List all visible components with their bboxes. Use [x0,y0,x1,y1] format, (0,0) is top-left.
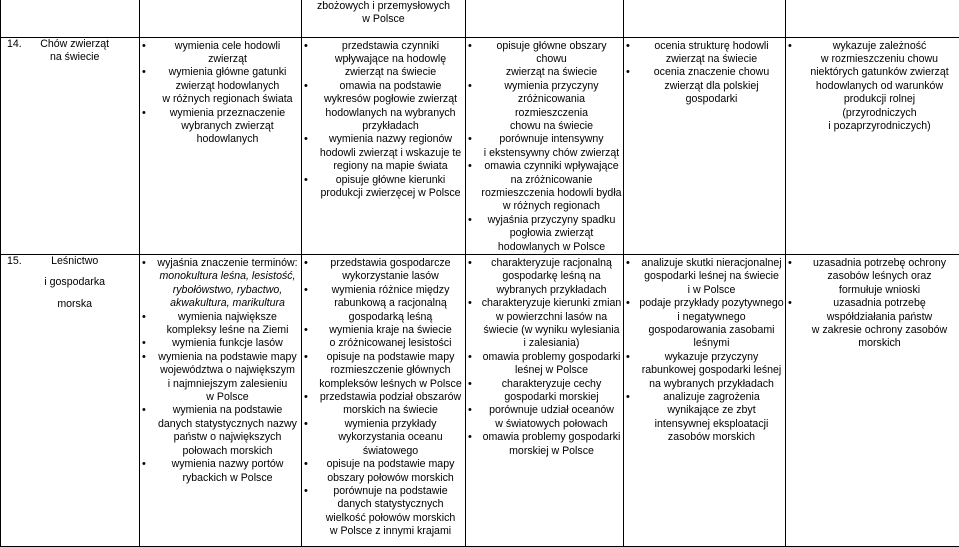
requirement-line: • wymienia nazwy portów [140,458,301,471]
requirement-line: • uzasadnia potrzebę [786,297,959,310]
requirement-line: i najmniejszym zalesieniu [140,378,301,391]
requirement-line: w Polsce [140,391,301,404]
requirements-cell [302,255,466,547]
requirement-line: rabunkowej gospodarki leśnej [624,364,785,377]
requirements-cell [140,255,302,547]
requirement-line: świecie (w wyniku wylesiania [466,324,623,337]
requirement-line: w różnych regionach [466,200,623,213]
requirement-line: intensywnej eksploatacji [624,418,785,431]
requirement-line: i w Polsce [624,284,785,297]
topic-line: morska [25,298,125,311]
requirement-line: • analizuje skutki nieracjonalnej [624,257,785,270]
requirement-line: i zalesiania) [466,337,623,350]
requirement-line: hodowlanych od warunków [786,80,959,93]
requirement-line: zwierząt na świecie [624,53,785,66]
requirement-line: • opisuje na podstawie mapy [302,351,465,364]
requirement-line: hodowlanych na wybranych [302,107,465,120]
requirement-line: • porównuje udział oceanów [466,404,623,417]
requirements-cell [624,37,786,255]
requirement-line: • ocenia znaczenie chowu [624,66,785,79]
requirement-line: monokultura leśna, lesistość, [140,270,301,283]
requirement-line: wykresów pogłowie zwierząt [302,93,465,106]
topic-cell [1,37,140,255]
requirement-line: wybranych przykładach [466,284,623,297]
requirement-line: (przyrodniczych [786,107,959,120]
requirement-line: wynikające ze zbyt [624,404,785,417]
requirement-line: • wyjaśnia przyczyny spadku [466,214,623,227]
requirement-line: • wymienia przeznaczenie [140,107,301,120]
requirement-line: morskich na świecie [302,404,465,417]
requirement-line: wpływające na hodowlę [302,53,465,66]
requirement-line: • przedstawia czynniki [302,40,465,53]
requirement-line: • charakteryzuje kierunki zmian [466,297,623,310]
requirement-line: gospodarką leśną [302,311,465,324]
requirement-list [140,257,301,485]
requirement-line: przykładach [302,120,465,133]
requirement-line: w zakresie ochrony zasobów [786,324,959,337]
requirement-line: • omawia na podstawie [302,80,465,93]
cont-col1-cell [140,0,302,37]
requirement-line: w Polsce z innymi krajami [302,525,465,538]
requirement-line: • opisuje na podstawie mapy [302,458,465,471]
table-row [1,255,959,547]
requirement-line: • charakteryzuje racjonalną [466,257,623,270]
requirement-line: • wyjaśnia znaczenie terminów: [140,257,301,270]
requirement-line: hodowlanych w Polsce [466,241,623,254]
requirement-line: morskich [786,337,959,350]
requirement-line: • wymienia główne gatunki [140,66,301,79]
row-number: 14. [7,38,22,50]
requirement-line: • analizuje zagrożenia [624,391,785,404]
requirement-line: kompleksów leśnych w Polsce [302,378,465,391]
requirement-list [302,257,465,539]
requirements-cell [302,37,466,255]
requirement-line: • przedstawia gospodarcze [302,257,465,270]
requirement-line: • wymienia na podstawie [140,404,301,417]
requirement-line: • wymienia nazwy regionów [302,133,465,146]
requirement-line: zwierząt [140,53,301,66]
requirement-line: na wybranych przykładach [624,378,785,391]
requirement-line: • wymienia największe [140,311,301,324]
requirement-line: gospodarkę leśną na [466,270,623,283]
requirement-line: formułuje wnioski [786,284,959,297]
requirement-line: hodowlanych [140,133,301,146]
requirement-line: • wymienia cele hodowli [140,40,301,53]
requirement-list [302,40,465,201]
cont-col3-cell [466,0,624,37]
requirement-list [786,40,959,134]
requirement-line: światowego [302,445,465,458]
requirement-line: regiony na mapie świata [302,160,465,173]
requirement-line: w rozmieszczeniu chowu [786,53,959,66]
requirement-line: akwakultura, marikultura [140,297,301,310]
requirement-line: gospodarki leśnej na świecie [624,270,785,283]
requirement-list [140,40,301,147]
requirement-line: na zróżnicowanie [466,174,623,187]
requirement-line: wybranych zwierząt [140,120,301,133]
requirement-line: rybackich w Polsce [140,472,301,485]
cont-col5-cell [786,0,959,37]
requirement-line: • opisuje główne obszary chowu [466,40,623,67]
requirement-line: danych statystycznych nazwy [140,418,301,431]
row-number: 15. [7,255,22,267]
topic-line: Leśnictwo [25,255,125,268]
requirement-line: w światowych połowach [466,418,623,431]
requirement-line: zróżnicowania rozmieszczenia [466,93,623,120]
requirements-cell [140,37,302,255]
requirements-cell [786,37,959,255]
requirement-line: współdziałania państw [786,311,959,324]
requirement-line: • przedstawia podział obszarów [302,391,465,404]
requirement-line: i ekstensywny chów zwierząt [466,147,623,160]
requirement-line: zasobów morskich [624,431,785,444]
requirement-line: połowach morskich [140,445,301,458]
requirement-line: leśnymi [624,337,785,350]
requirement-line: • uzasadnia potrzebę ochrony [786,257,959,270]
requirement-line: i pozaprzyrodniczych) [786,120,959,133]
requirements-cell [624,255,786,547]
requirement-line: gospodarowania zasobami [624,324,785,337]
requirements-cell [466,255,624,547]
requirement-line: produkcji rolnej [786,93,959,106]
requirement-line: chowu na świecie [466,120,623,133]
requirement-list [786,257,959,351]
cont-number-cell [1,0,140,37]
topic-line: i gospodarka [25,276,125,289]
requirement-line: w różnych regionach świata [140,93,301,106]
cont-col2-cell [302,0,466,37]
requirement-line: leśnej w Polsce [466,364,623,377]
requirement-line: zwierząt dla polskiej [624,80,785,93]
topic-line: Chów zwierząt [25,38,125,51]
topic-line: na świecie [25,51,125,64]
requirement-line: zwierząt na świecie [302,66,465,79]
requirement-line: • wymienia przyczyny [466,80,623,93]
cont-col4-cell [624,0,786,37]
requirement-line: i negatywnego [624,311,785,324]
requirement-line: • charakteryzuje cechy [466,378,623,391]
requirement-line: wielkość połowów morskich [302,512,465,525]
requirement-line: pogłowia zwierząt [466,227,623,240]
requirement-line: • podaje przykłady pozytywnego [624,297,785,310]
requirement-line: hodowli zwierząt i wskazuje te [302,147,465,160]
requirement-line: • wymienia funkcje lasów [140,337,301,350]
continuation-row [1,0,959,37]
requirement-line: wykorzystanie lasów [302,270,465,283]
requirement-line: produkcji zwierzęcej w Polsce [302,187,465,200]
requirement-line: • omawia problemy gospodarki [466,351,623,364]
requirement-line: zwierząt hodowlanych [140,80,301,93]
requirement-line: • wykazuje przyczyny [624,351,785,364]
requirement-line: • wymienia na podstawie mapy [140,351,301,364]
requirement-line: morskiej w Polsce [466,445,623,458]
requirement-line: • porównuje intensywny [466,133,623,146]
requirement-list [624,257,785,445]
requirement-line: kompleksy leśne na Ziemi [140,324,301,337]
requirement-line: • opisuje główne kierunki [302,174,465,187]
requirement-line: • wykazuje zależność [786,40,959,53]
requirement-line: rozmieszczenia hodowli bydła [466,187,623,200]
requirement-line: • omawia czynniki wpływające [466,160,623,173]
requirement-line: państw o największych [140,431,301,444]
requirement-line: rybołówstwo, rybactwo, [140,284,301,297]
requirements-cell [466,37,624,255]
requirement-line: o zróżnicowanej lesistości [302,337,465,350]
requirement-line: gospodarki morskiej [466,391,623,404]
requirement-line: województwa o największym [140,364,301,377]
requirement-line: • omawia problemy gospodarki [466,431,623,444]
requirement-list [466,40,623,255]
topic-cell [1,255,140,547]
requirement-line: • wymienia kraje na świecie [302,324,465,337]
requirement-line: danych statystycznych [302,498,465,511]
requirement-list [466,257,623,458]
cont-line: w Polsce [302,13,465,26]
requirement-line: • wymienia różnice między [302,284,465,297]
requirement-line: w powierzchni lasów na [466,311,623,324]
requirement-line: gospodarki [624,93,785,106]
requirement-line: rozmieszczenie głównych [302,364,465,377]
requirement-line: • wymienia przykłady [302,418,465,431]
requirement-line: • porównuje na podstawie [302,485,465,498]
requirement-line: zasobów leśnych oraz [786,270,959,283]
requirement-line: rabunkową a racjonalną [302,297,465,310]
table-row [1,37,959,255]
requirements-cell [786,255,959,547]
cont-line: zbożowych i przemysłowych [302,0,465,13]
requirement-line: • ocenia strukturę hodowli [624,40,785,53]
requirement-list [624,40,785,107]
requirement-line: wykorzystania oceanu [302,431,465,444]
requirement-line: zwierząt na świecie [466,66,623,79]
requirement-line: niektórych gatunków zwierząt [786,66,959,79]
requirement-line: obszary połowów morskich [302,472,465,485]
